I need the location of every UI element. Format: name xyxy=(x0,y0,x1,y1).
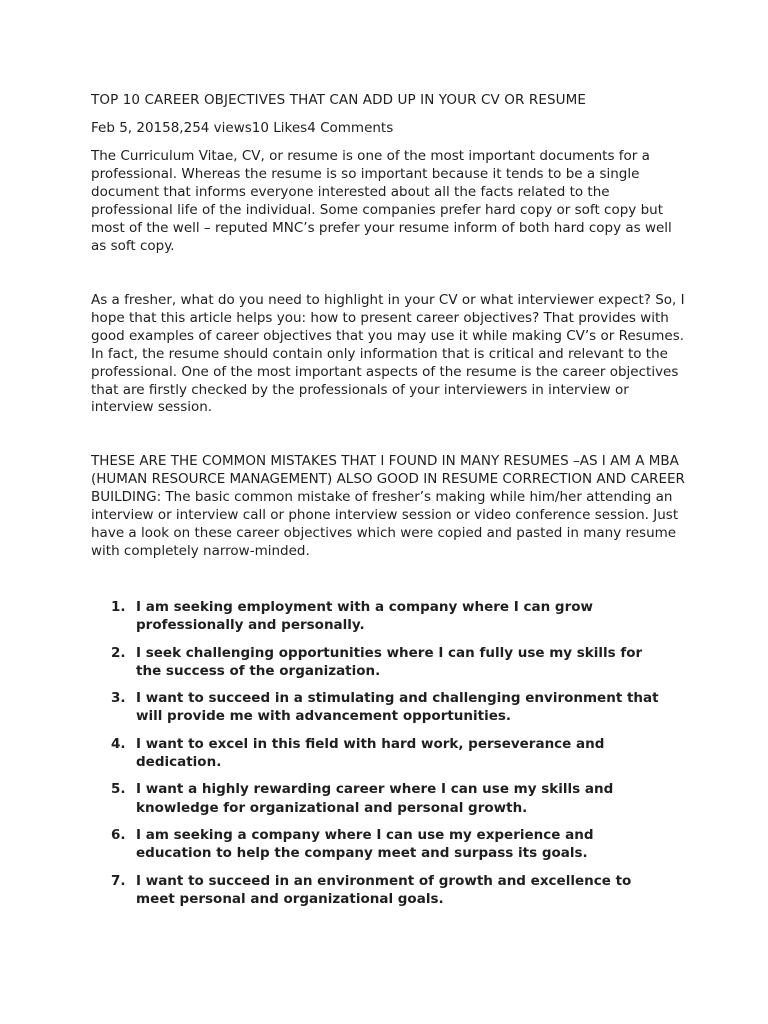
list-item-text: I want to excel in this field with hard work, perseverance and dedication. xyxy=(136,735,605,770)
fresher-paragraph: As a fresher, what do you need to highlight in your CV or what interviewer expect? So, I hope that this article helps you: how to present career objectives? That provides with good examples of career objectives that you may use it while making CV’s or Resumes. In fact, the resume should contain only information that is critical and relevant to the professional. One of the most important aspects of the resume is the career objectives that are firstly checked by the professionals of your interviewers in interview or interview session. xyxy=(91,292,685,416)
list-item-text: I want a highly rewarding career where I can use my skills and knowledge for organizational and personal growth. xyxy=(136,781,614,816)
list-item xyxy=(111,735,671,771)
list-number: 6. xyxy=(111,826,126,843)
list-item xyxy=(111,644,671,680)
list-item xyxy=(111,598,671,634)
list-item xyxy=(111,780,671,816)
list-number: 3. xyxy=(111,690,126,707)
mistakes-paragraph: THESE ARE THE COMMON MISTAKES THAT I FOUND IN MANY RESUMES –AS I AM A MBA (HUMAN RESOURCE MANAGEMENT) ALSO GOOD IN RESUME CORRECTION AND CAREER BUILDING: The basic common mistake of fresher’s making while him/her attending an interview or interview call or phone interview session or video conference session. Just have a look on these career objectives which were copied and pasted in many resume with completely narrow-minded. xyxy=(91,453,685,559)
list-number: 4. xyxy=(111,735,126,752)
list-number: 1. xyxy=(111,599,126,615)
list-number: 2. xyxy=(111,644,126,661)
list-item-text: I want to succeed in an environment of growth and excellence to meet personal and organizational goals. xyxy=(136,872,632,907)
list-item xyxy=(111,826,671,862)
page-title: TOP 10 CAREER OBJECTIVES THAT CAN ADD UP IN YOUR CV OR RESUME xyxy=(91,92,586,108)
list-item-text: I seek challenging opportunities where I can fully use my skills for the success of the organization. xyxy=(136,644,643,679)
post-meta: Feb 5, 20158,254 views10 Likes4 Comments xyxy=(91,120,394,136)
list-number: 7. xyxy=(111,872,126,889)
list-item xyxy=(111,689,671,725)
list-item-text: I am seeking a company where I can use my experience and education to help the company meet and surpass its goals. xyxy=(136,826,594,862)
list-item xyxy=(111,872,671,908)
list-number: 5. xyxy=(111,781,126,798)
list-item-text: I am seeking employment with a company where I can grow professionally and personally. xyxy=(136,599,593,634)
list-item-text: I want to succeed in a stimulating and challenging environment that will provide me with advancement opportunities. xyxy=(136,690,659,725)
intro-paragraph: The Curriculum Vitae, CV, or resume is one of the most important documents for a professional. Whereas the resume is so important because it tends to be a single document that informs everyone interested about all the facts related to the professional life of the individual. Some companies prefer hard copy or soft copy but most of the well – reputed MNC’s prefer your resume inform of both hard copy as well as soft copy. xyxy=(91,148,672,254)
objectives-list xyxy=(111,598,671,917)
